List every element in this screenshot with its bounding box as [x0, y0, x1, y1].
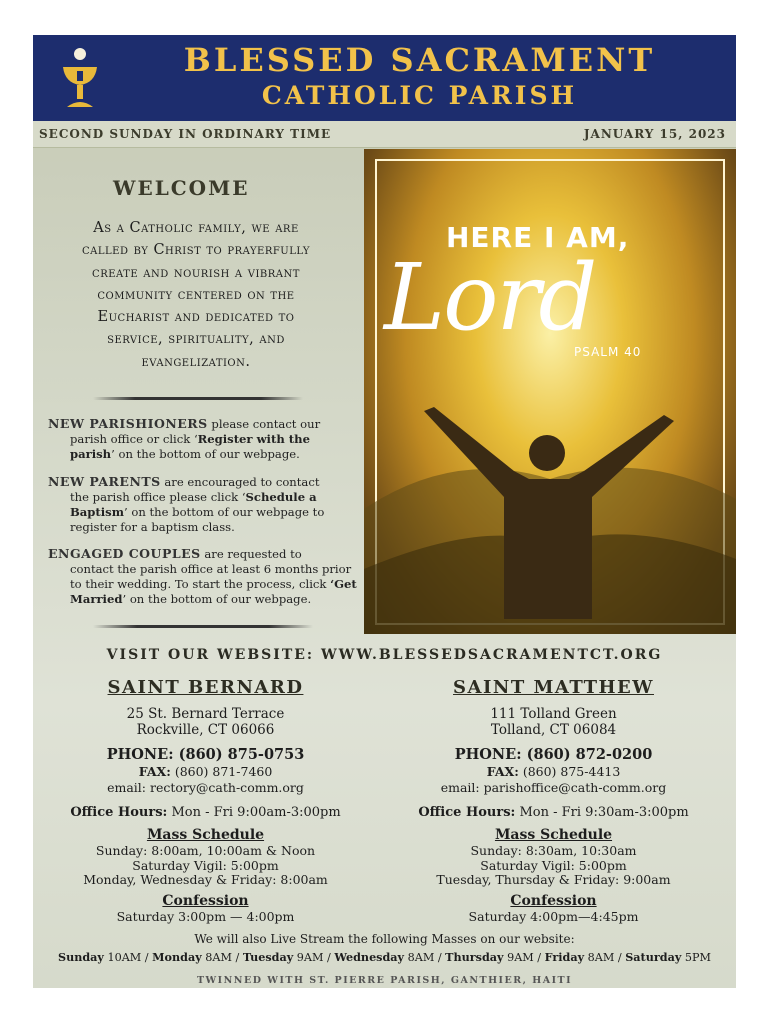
mass-schedule-heading: Mass Schedule	[494, 827, 613, 843]
here-i-am-lord-image	[364, 149, 736, 634]
welcome-heading: WELCOME	[113, 176, 250, 200]
date-bar	[33, 121, 736, 148]
mission-line: As a Catholic family, we are	[93, 220, 299, 236]
chalice-host-icon	[51, 45, 109, 111]
bulletin-page	[33, 35, 736, 988]
notice-heading: NEW PARENTS	[48, 474, 161, 489]
notice-heading: ENGAGED COUPLES	[48, 546, 201, 561]
parish-subtitle: CATHOLIC PARISH	[261, 81, 578, 110]
notice-heading: NEW PARISHIONERS	[48, 416, 208, 431]
notice-new-parishioners: NEW PARISHIONERS please contact our parish office or click ‘Register with the parish’ on the bottom of our webpage.	[48, 416, 321, 461]
email-address: email: parishoffice@cath-comm.org	[440, 780, 667, 795]
praying-figure-icon	[364, 149, 736, 634]
mission-line: community centered on the	[97, 286, 295, 303]
office-hours: Office Hours: Mon - Fri 9:00am-3:00pm	[70, 805, 341, 820]
notice-new-parents: NEW PARENTS are encouraged to contact the parish office please click ‘Schedule a Baptism’ on the bottom of our webpage to register for a baptism class.	[48, 474, 325, 534]
mission-line: called by Christ to prayerfully	[82, 242, 310, 259]
confession-time: Saturday 4:00pm—4:45pm	[468, 908, 639, 924]
parish-title: BLESSED SACRAMENT	[183, 41, 656, 79]
divider-swash	[93, 397, 303, 400]
parish-name: SAINT BERNARD	[107, 677, 304, 698]
mission-line: service, spirituality, and	[107, 331, 285, 348]
office-hours: Office Hours: Mon - Fri 9:30am-3:00pm	[418, 805, 689, 820]
mission-line: evangelization.	[141, 353, 251, 370]
parish-column-saint-bernard	[33, 677, 378, 924]
livestream-schedule: Sunday 10AM / Monday 8AM / Tuesday 9AM / Wednesday 8AM / Thursday 9AM / Friday 8AM / Saturday 5PM	[58, 950, 711, 964]
mass-time: Sunday: 8:00am, 10:00am & Noon	[95, 843, 316, 858]
image-caption-line2: Lord	[384, 244, 596, 351]
address-line: 25 St. Bernard Terrace	[126, 706, 285, 722]
address-line: 111 Tolland Green	[490, 706, 617, 722]
phone-number: PHONE: (860) 872-0200	[454, 746, 653, 763]
header-banner	[33, 35, 736, 121]
divider-swash	[93, 625, 313, 628]
address-line: Tolland, CT 06084	[490, 722, 617, 738]
mass-time: Sunday: 8:30am, 10:30am	[470, 843, 637, 858]
fax-number: FAX: (860) 871-7460	[138, 764, 273, 779]
image-caption-line1: HERE I AM,	[446, 221, 630, 254]
mission-statement	[37, 217, 355, 373]
mass-time: Monday, Wednesday & Friday: 8:00am	[83, 872, 328, 887]
website-line: VISIT OUR WEBSITE: WWW.BLESSEDSACRAMENTCT.ORG	[106, 647, 663, 663]
address-line: Rockville, CT 06066	[136, 722, 275, 738]
mission-line: create and nourish a vibrant	[92, 264, 300, 281]
parish-column-saint-matthew	[381, 677, 726, 924]
mission-line: Eucharist and dedicated to	[97, 309, 295, 326]
liturgical-occasion: SECOND SUNDAY IN ORDINARY TIME	[39, 127, 332, 141]
mass-time: Tuesday, Thursday & Friday: 9:00am	[436, 872, 671, 887]
confession-heading: Confession	[162, 892, 249, 909]
twinned-parish-footer: TWINNED WITH ST. PIERRE PARISH, GANTHIER, HAITI	[196, 975, 573, 986]
mass-schedule-heading: Mass Schedule	[146, 827, 265, 843]
mass-time: Saturday Vigil: 5:00pm	[132, 857, 279, 873]
phone-number: PHONE: (860) 875-0753	[106, 746, 305, 763]
email-address: email: rectory@cath-comm.org	[107, 780, 304, 795]
fax-number: FAX: (860) 875-4413	[486, 764, 621, 779]
image-caption-psalm: PSALM 40	[574, 345, 642, 359]
confession-time: Saturday 3:00pm — 4:00pm	[116, 908, 295, 924]
confession-heading: Confession	[510, 892, 597, 909]
bulletin-date: JANUARY 15, 2023	[583, 127, 726, 141]
livestream-intro: We will also Live Stream the following Masses on our website:	[194, 932, 575, 946]
parish-name: SAINT MATTHEW	[453, 677, 654, 698]
notice-engaged-couples: ENGAGED COUPLES are requested to contact the parish office at least 6 months prior to their wedding. To start the process, click ‘Get Married’ on the bottom of our webpage.	[48, 546, 357, 606]
mass-time: Saturday Vigil: 5:00pm	[480, 857, 627, 873]
